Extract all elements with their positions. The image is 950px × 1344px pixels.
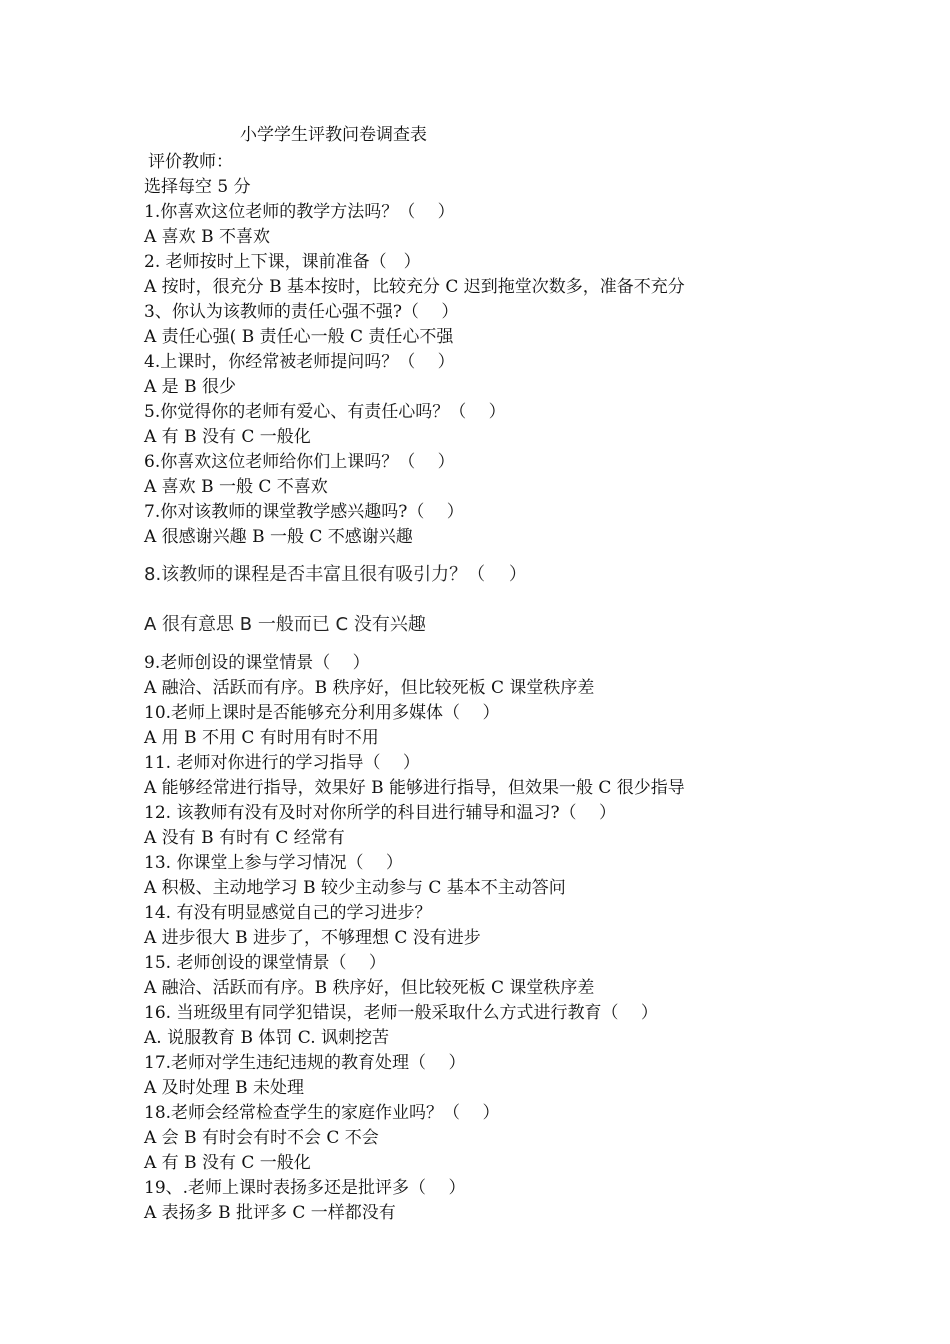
score-note: 选择每空 5 分 <box>144 177 251 197</box>
question-7: 7.你对该教师的课堂教学感兴趣吗?（ ） <box>144 502 464 522</box>
answer-5: A 有 B 没有 C 一般化 <box>144 427 311 447</box>
answer-18-extra: A 有 B 没有 C 一般化 <box>144 1153 311 1173</box>
answer-14: A 进步很大 B 进步了，不够理想 C 没有进步 <box>144 928 481 948</box>
answer-18: A 会 B 有时会有时不会 C 不会 <box>144 1128 379 1148</box>
answer-19: A 表扬多 B 批评多 C 一样都没有 <box>144 1203 396 1223</box>
answer-7: A 很感谢兴趣 B 一般 C 不感谢兴趣 <box>144 527 413 547</box>
answer-4: A 是 B 很少 <box>144 377 236 397</box>
question-17: 17.老师对学生违纪违规的教育处理（ ） <box>144 1053 466 1073</box>
question-8: 8.该教师的课程是否丰富且很有吸引力？（ ） <box>144 564 527 585</box>
question-16: 16. 当班级里有同学犯错误，老师一般采取什么方式进行教育（ ） <box>144 1003 658 1023</box>
question-6: 6.你喜欢这位老师给你们上课吗？（ ） <box>144 452 455 472</box>
answer-16: A. 说服教育 B 体罚 C. 讽刺挖苦 <box>144 1028 389 1048</box>
answer-12: A 没有 B 有时有 C 经常有 <box>144 828 345 848</box>
questionnaire-page <box>144 123 904 1226</box>
answer-10: A 用 B 不用 C 有时用有时不用 <box>144 728 379 748</box>
question-13: 13. 你课堂上参与学习情况（ ） <box>144 853 403 873</box>
question-14: 14. 有没有明显感觉自己的学习进步？ <box>144 903 432 923</box>
answer-15: A 融洽、活跃而有序。B 秩序好，但比较死板 C 课堂秩序差 <box>144 978 595 998</box>
question-15: 15. 老师创设的课堂情景（ ） <box>144 953 386 973</box>
question-5: 5.你觉得你的老师有爱心、有责任心吗？（ ） <box>144 402 506 422</box>
question-11: 11. 老师对你进行的学习指导（ ） <box>144 753 420 773</box>
answer-2: A 按时，很充分 B 基本按时，比较充分 C 迟到拖堂次数多，准备不充分 <box>144 277 685 297</box>
question-2: 2. 老师按时上下课，课前准备（ ） <box>144 252 421 272</box>
answer-6: A 喜欢 B 一般 C 不喜欢 <box>144 477 328 497</box>
answer-13: A 积极、主动地学习 B 较少主动参与 C 基本不主动答问 <box>144 878 566 898</box>
teacher-label: 评价教师： <box>148 152 233 172</box>
question-3: 3、你认为该教师的责任心强不强?（ ） <box>144 302 459 322</box>
answer-9: A 融洽、活跃而有序。B 秩序好，但比较死板 C 课堂秩序差 <box>144 678 595 698</box>
answer-1: A 喜欢 B 不喜欢 <box>144 227 270 247</box>
answer-8: A 很有意思 B 一般而已 C 没有兴趣 <box>144 614 426 635</box>
document-title: 小学学生评教问卷调查表 <box>240 125 427 145</box>
answer-11: A 能够经常进行指导，效果好 B 能够进行指导，但效果一般 C 很少指导 <box>144 778 685 798</box>
question-19: 19、.老师上课时表扬多还是批评多（ ） <box>144 1178 466 1198</box>
question-4: 4.上课时，你经常被老师提问吗？（ ） <box>144 352 455 372</box>
question-1: 1.你喜欢这位老师的教学方法吗？（ ） <box>144 202 455 222</box>
question-18: 18.老师会经常检查学生的家庭作业吗？（ ） <box>144 1103 500 1123</box>
question-9: 9.老师创设的课堂情景（ ） <box>144 653 370 673</box>
question-12: 12. 该教师有没有及时对你所学的科目进行辅导和温习?（ ） <box>144 803 616 823</box>
answer-17: A 及时处理 B 未处理 <box>144 1078 304 1098</box>
answer-3: A 责任心强( B 责任心一般 C 责任心不强 <box>144 327 454 347</box>
question-10: 10.老师上课时是否能够充分利用多媒体（ ） <box>144 703 500 723</box>
